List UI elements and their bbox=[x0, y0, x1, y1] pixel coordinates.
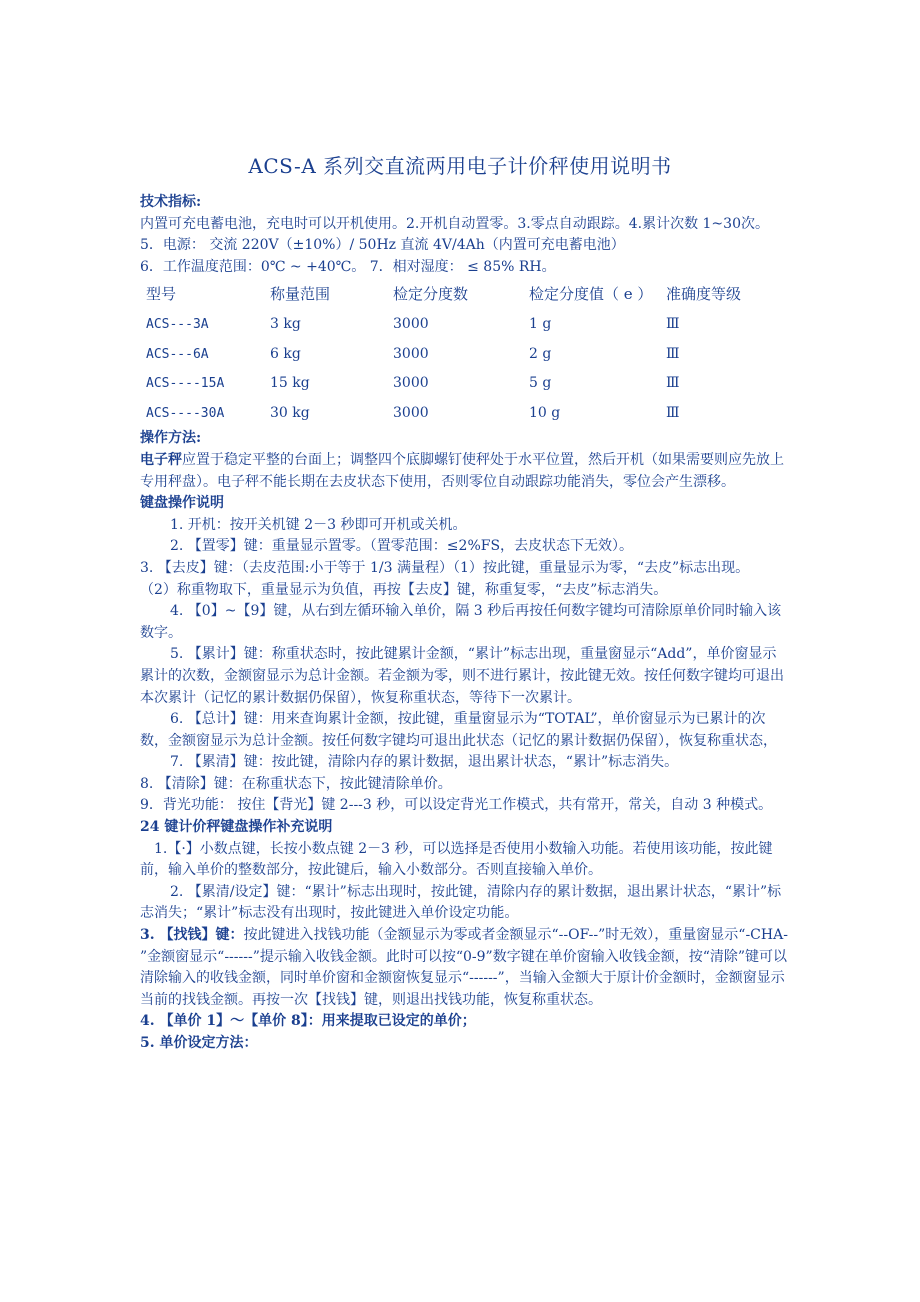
keyboard-heading: 键盘操作说明 bbox=[140, 495, 224, 512]
keyboard24-item: 5. 单价设定方法： bbox=[140, 1035, 258, 1051]
table-row bbox=[146, 310, 786, 340]
spec-line: 6．工作温度范围：0℃ ~ +40℃。 7．相对湿度： ≤ 85% RH。 bbox=[140, 258, 556, 275]
operation-lead: 电子秤 bbox=[140, 451, 182, 468]
operation-paragraph bbox=[140, 450, 788, 493]
spec-table bbox=[146, 279, 786, 428]
table-cell: Ⅲ bbox=[666, 375, 680, 392]
table-cell: 15 kg bbox=[270, 375, 310, 392]
table-row bbox=[146, 399, 786, 429]
keyboard-item: 1. 开机：按开关机键 2－3 秒即可开机或关机。 bbox=[170, 516, 467, 533]
document-title: ACS-A 系列交直流两用电子计价秤使用说明书 bbox=[248, 154, 672, 178]
keyboard24-item: 2. 【累清/设定】键：“累计”标志出现时，按此键，清除内存的累计数据，退出累计状态，“累计”标志消失；“累计”标志没有出现时，按此键进入单价设定功能。 bbox=[140, 883, 782, 922]
table-cell: 3000 bbox=[393, 375, 429, 392]
keyboard-item: （2）称重物取下，重量显示为负值，再按【去皮】键，称重复零，“去皮”标志消失。 bbox=[140, 581, 668, 598]
table-cell: Ⅲ bbox=[666, 404, 680, 421]
table-cell: 30 kg bbox=[270, 404, 310, 421]
keyboard24-item: 1.【·】小数点键，长按小数点键 2－3 秒，可以选择是否使用小数输入功能。若使用该功能，按此键前，输入单价的整数部分，按此键后，输入小数部分。否则直接输入单价。 bbox=[140, 840, 773, 879]
keyboard-item: 4. 【0】~【9】键，从右到左循环输入单价，隔 3 秒后再按任何数字键均可清除原单价同时输入该数字。 bbox=[140, 603, 782, 641]
keyboard24-item: 4. 【单价 1】～【单价 8】：用来提取已设定的单价； bbox=[140, 1013, 476, 1030]
table-cell: ACS---3A bbox=[146, 317, 209, 333]
table-cell: 3000 bbox=[393, 345, 429, 362]
table-cell: ACS---6A bbox=[146, 346, 209, 362]
table-cell: Ⅲ bbox=[666, 316, 680, 333]
table-cell: 10 g bbox=[529, 404, 561, 421]
keyboard-item: 9．背光功能： 按住【背光】键 2---3 秒，可以设定背光工作模式，共有常开，常关，自动 3 种模式。 bbox=[140, 797, 773, 814]
table-cell: 6 kg bbox=[270, 345, 301, 362]
keyboard24-heading: 24 键计价秤键盘操作补充说明 bbox=[140, 819, 333, 836]
table-cell: ACS----15A bbox=[146, 376, 225, 392]
document-body bbox=[140, 192, 788, 1055]
table-cell: 3000 bbox=[393, 316, 429, 333]
item3-text: 按此键进入找钱功能（金额显示为零或者金额显示“--OF--”时无效），重量窗显示“-CHA- ”金额窗显示“------”提示输入收钱金额。此时可以按“0-9”数字键在单价窗输入收钱金额，按“清除”键可以清除输入的收钱金额，同时单价窗和金额窗恢复显示“------”，当输入金额大于原计价金额时，金额窗显示当前的找钱金额。再按一次【找钱】键，则退出找钱功能，恢复称重状态。 bbox=[140, 927, 788, 1008]
keyboard-item: 8. 【清除】键：在称重状态下，按此键清除单价。 bbox=[140, 775, 452, 792]
table-header-cell: 称量范围 bbox=[270, 285, 331, 304]
table-cell: ACS----30A bbox=[146, 405, 225, 421]
table-header-cell: 准确度等级 bbox=[666, 285, 742, 304]
spec-line: 5．电源： 交流 220V（±10%）/ 50Hz 直流 4V/4Ah（内置可充电蓄电池） bbox=[140, 237, 625, 254]
keyboard-item: 3. 【去皮】键：（去皮范围:小于等于 1/3 满量程）（1）按此键，重量显示为零，“去皮”标志出现。 bbox=[140, 559, 750, 576]
item3-lead: 3. 【找钱】键： bbox=[140, 927, 244, 944]
table-header-cell: 检定分度值（ e ） bbox=[529, 285, 653, 304]
keyboard-item: 2. 【置零】键：重量显示置零。（置零范围：≤2%FS，去皮状态下无效）。 bbox=[170, 538, 634, 555]
table-header-cell: 检定分度数 bbox=[393, 285, 469, 304]
table-cell: 5 g bbox=[529, 375, 552, 392]
table-cell: 1 g bbox=[529, 316, 552, 333]
table-row bbox=[146, 369, 786, 399]
spec-line: 内置可充电蓄电池，充电时可以开机使用。2.开机自动置零。3.零点自动跟踪。4.累计次数 1~30次。 bbox=[140, 215, 769, 232]
spec-heading: 技术指标: bbox=[140, 194, 202, 210]
keyboard-item: 7. 【累清】键：按此键，清除内存的累计数据，退出累计状态，“累计”标志消失。 bbox=[170, 754, 679, 771]
table-header-cell: 型号 bbox=[146, 285, 177, 304]
table-cell: 3 kg bbox=[270, 316, 301, 333]
table-header-row bbox=[146, 279, 786, 310]
operation-text: 应置于稳定平整的台面上；调整四个底脚螺钉使秤处于水平位置，然后开机（如果需要则应先放上专用秤盘）。电子秤不能长期在去皮状态下使用，否则零位自动跟踪功能消失，零位会产生漂移。 bbox=[140, 451, 784, 490]
table-row bbox=[146, 340, 786, 370]
operation-heading: 操作方法: bbox=[140, 430, 202, 447]
keyboard-item: 5. 【累计】键：称重状态时，按此键累计金额，“累计”标志出现，重量窗显示“Add”，单价窗显示累计的次数，金额窗显示为总计金额。若金额为零，则不进行累计，按此键无效。按任何数字键均可退出本次累计（记忆的累计数据仍保留），恢复称重状态，等待下一次累计。 bbox=[140, 646, 784, 706]
keyboard24-item bbox=[140, 925, 788, 1011]
table-cell: Ⅲ bbox=[666, 345, 680, 362]
table-cell: 3000 bbox=[393, 404, 429, 421]
table-cell: 2 g bbox=[529, 345, 552, 362]
keyboard-item: 6. 【总计】键：用来查询累计金额，按此键，重量窗显示为“TOTAL”，单价窗显示为已累计的次数，金额窗显示为总计金额。按任何数字键均可退出此状态（记忆的累计数据仍保留），恢复称重状态， bbox=[140, 711, 777, 749]
